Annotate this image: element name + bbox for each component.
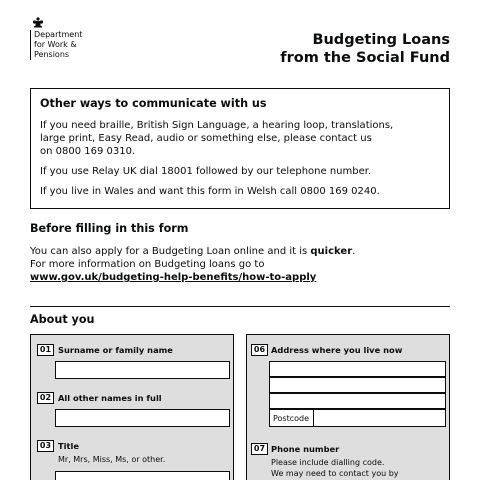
title-label: Title	[58, 441, 79, 451]
address-line-1-field[interactable]	[269, 361, 446, 377]
about-left-panel	[30, 334, 234, 480]
communication-box	[30, 88, 450, 209]
other-names-field[interactable]	[55, 409, 230, 427]
accessibility-paragraph	[40, 119, 449, 158]
title-line: Budgeting Loans	[312, 32, 450, 48]
question-number: 07	[251, 443, 268, 455]
online-apply-line	[30, 245, 355, 258]
hint-line: We may need to contact you by	[271, 469, 399, 478]
postcode-field[interactable]	[313, 409, 446, 427]
question-number: 01	[37, 344, 54, 356]
more-info-line: For more information on Budgeting loans go to	[30, 259, 265, 270]
title-hint: Mr, Mrs, Miss, Ms, or other.	[58, 455, 166, 464]
form-title	[280, 31, 450, 67]
surname-field[interactable]	[55, 361, 230, 379]
address-label: Address where you live now	[271, 345, 403, 355]
section-divider	[30, 306, 450, 307]
royal-crest-icon	[32, 17, 44, 28]
paragraph-line: large print, Easy Read, audio or something else, please contact us	[40, 133, 372, 144]
period-text: .	[352, 246, 356, 257]
before-heading: Before filling in this form	[30, 222, 189, 235]
surname-label: Surname or family name	[58, 345, 173, 355]
department-name	[30, 30, 120, 60]
about-right-panel	[246, 334, 450, 480]
paragraph-line: on 0800 169 0310.	[40, 146, 136, 157]
relay-paragraph: If you use Relay UK dial 18001 followed by our telephone number.	[40, 166, 372, 177]
communication-heading: Other ways to communicate with us	[40, 97, 267, 110]
postcode-label: Postcode	[273, 414, 310, 423]
about-you-heading: About you	[30, 313, 95, 326]
question-number: 03	[37, 440, 54, 452]
quicker-emphasis: quicker	[310, 246, 353, 257]
phone-hint	[271, 457, 399, 479]
online-apply-text: You can also apply for a Budgeting Loan online and it is	[30, 246, 311, 257]
dept-line: for Work &	[34, 40, 77, 49]
dept-line: Department	[34, 30, 83, 39]
question-number: 06	[251, 344, 268, 356]
hint-line: Please include dialling code.	[271, 458, 385, 467]
postcode-label-cell	[269, 409, 313, 427]
before-text	[30, 245, 355, 284]
title-field[interactable]	[55, 471, 230, 480]
other-names-label: All other names in full	[58, 393, 162, 403]
dwp-logo	[30, 17, 120, 60]
paragraph-line: If you need braille, British Sign Language, a hearing loop, translations,	[40, 120, 394, 131]
title-line: from the Social Fund	[280, 50, 450, 66]
dept-line: Pensions	[34, 50, 70, 59]
phone-label: Phone number	[271, 444, 340, 454]
question-number: 02	[37, 392, 54, 404]
budgeting-help-link[interactable]: www.gov.uk/budgeting-help-benefits/how-to-apply	[30, 272, 317, 283]
address-line-2-field[interactable]	[269, 377, 446, 393]
address-line-3-field[interactable]	[269, 393, 446, 409]
welsh-paragraph: If you live in Wales and want this form in Welsh call 0800 169 0240.	[40, 186, 380, 197]
